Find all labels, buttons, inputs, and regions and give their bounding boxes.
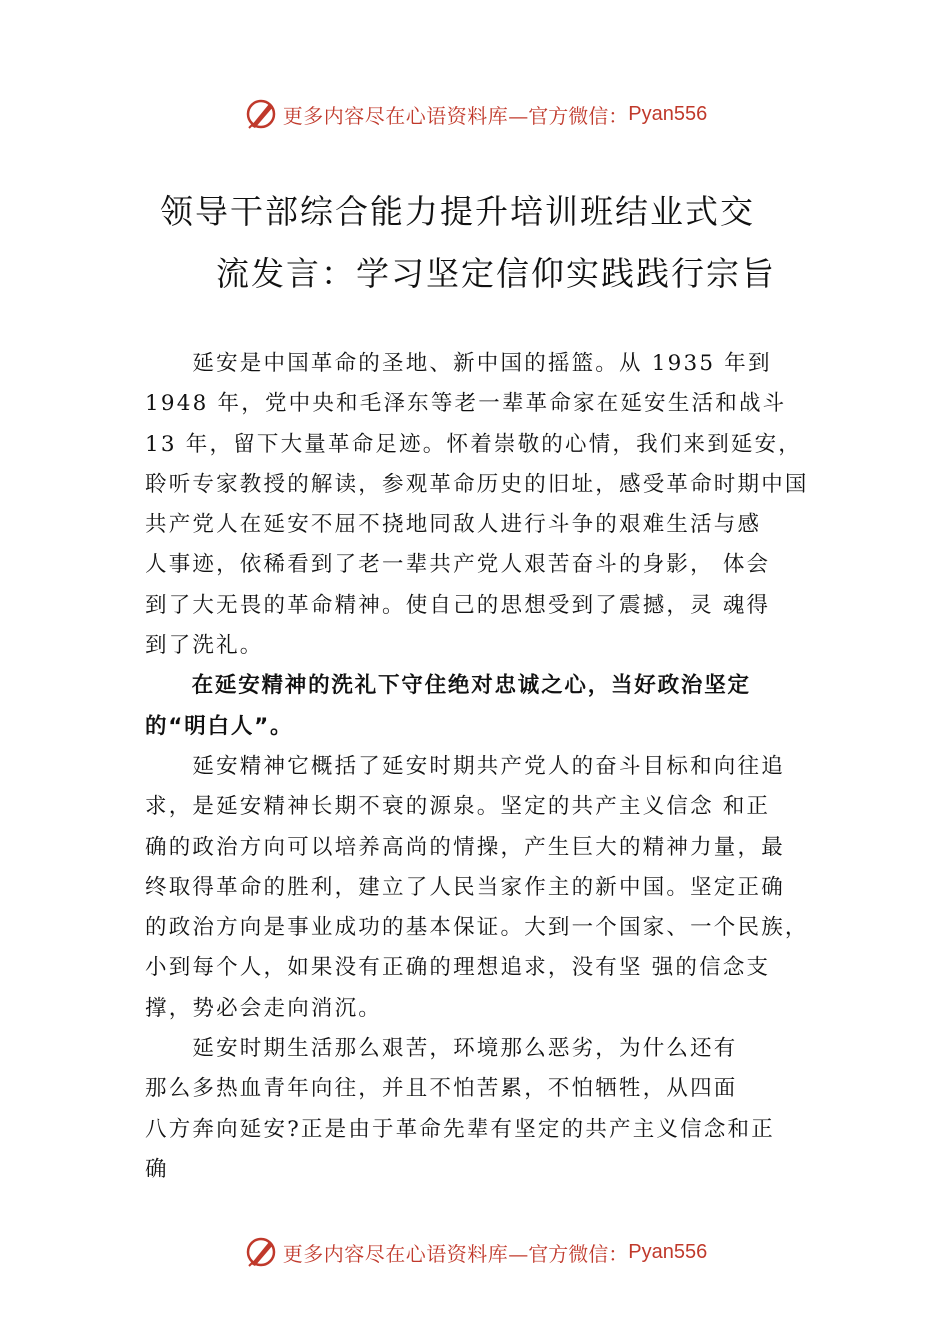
banner-main-text: 更多内容尽在心语资料库 bbox=[282, 103, 509, 128]
body-line: 的政治方向是事业成功的基本保证。大到一个国家、一个民族， bbox=[145, 915, 809, 941]
body-line: 确 bbox=[145, 1156, 169, 1182]
document-title-line-1: 领导干部综合能力提升培训班结业式交 bbox=[160, 192, 755, 231]
body-line: 聆听专家教授的解读，参观革命历史的旧址，感受革命时期中国 bbox=[145, 471, 809, 497]
body-line: 撑，势必会走向消沉。 bbox=[145, 995, 383, 1021]
banner-wechat-id: Pyan556 bbox=[628, 1240, 708, 1263]
body-line: 1948 年，党中央和毛泽东等老一辈革命家在延安生活和战斗 bbox=[145, 391, 787, 417]
banner-wechat-id: Pyan556 bbox=[628, 102, 708, 125]
body-line: 确的政治方向可以培养高尚的情操，产生巨大的精神力量，最 bbox=[145, 834, 785, 860]
body-line: 终取得革命的胜利，建立了人民当家作主的新中国。坚定正确 bbox=[145, 874, 785, 900]
body-line: 小到每个人，如果没有正确的理想追求，没有坚 强的信念支 bbox=[145, 955, 771, 981]
pen-logo-icon bbox=[243, 96, 279, 132]
pen-logo-icon bbox=[243, 1234, 279, 1270]
body-line: 八方奔向延安?正是由于革命先辈有坚定的共产主义信念和正 bbox=[145, 1116, 775, 1142]
body-line: 延安是中国革命的圣地、新中国的摇篮。从 1935 年到 bbox=[145, 351, 772, 376]
body-line: 13 年，留下大量革命足迹。怀着崇敬的心情，我们来到延安， bbox=[145, 431, 802, 457]
document-body bbox=[145, 344, 845, 1190]
banner-main-text: 更多内容尽在心语资料库 bbox=[282, 1241, 509, 1266]
section-heading-line: 的“明白人”。 bbox=[145, 713, 294, 739]
section-heading-line: 在延安精神的洗礼下守住绝对忠诚之心，当好政治坚定 bbox=[145, 673, 751, 699]
body-line: 到了大无畏的革命精神。使自己的思想受到了震撼，灵 魂得 bbox=[145, 592, 771, 618]
body-line: 求，是延安精神长期不衰的源泉。坚定的共产主义信念 和正 bbox=[145, 794, 771, 820]
body-line: 到了洗礼。 bbox=[145, 633, 264, 659]
body-line: 共产党人在延安不屈不挠地同敌人进行斗争的艰难生活与感 bbox=[145, 512, 762, 538]
body-line: 延安精神它概括了延安时期共产党人的奋斗目标和向往追 bbox=[145, 753, 785, 779]
body-line: 延安时期生活那么艰苦，环境那么恶劣，为什么还有 bbox=[145, 1036, 738, 1062]
banner-sub-text: —官方微信： bbox=[508, 103, 629, 128]
body-line: 人事迹，依稀看到了老一辈共产党人艰苦奋斗的身影， 体会 bbox=[145, 552, 771, 578]
footer-watermark-banner bbox=[0, 1230, 950, 1274]
body-line: 那么多热血青年向往，并且不怕苦累，不怕牺牲，从四面 bbox=[145, 1076, 738, 1102]
header-watermark-banner bbox=[0, 92, 950, 136]
document-title-line-2: 流发言：学习坚定信仰实践践行宗旨 bbox=[216, 254, 776, 293]
banner-sub-text: —官方微信： bbox=[508, 1241, 629, 1266]
